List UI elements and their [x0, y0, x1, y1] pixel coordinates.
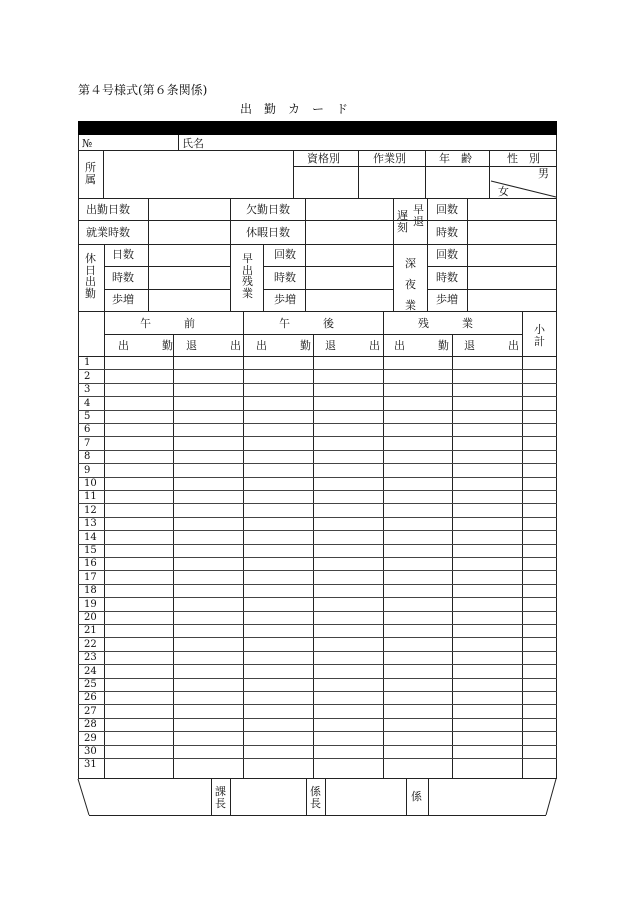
day-number-21: 21 — [84, 625, 97, 637]
affiliation-label: 所 属 — [85, 161, 96, 186]
morning-clock-in: 出 勤 — [118, 339, 173, 352]
day-number-30: 30 — [84, 746, 97, 757]
day-number-28: 28 — [84, 719, 97, 731]
no-label: № — [82, 137, 93, 150]
late-hours-label: 時数 — [436, 226, 458, 239]
gender-label: 性 別 — [507, 152, 540, 165]
clerk-label: 係 — [411, 790, 422, 803]
morning-header: 午 前 — [140, 317, 195, 330]
working-hours-label: 就業時数 — [86, 226, 130, 239]
day-number-3: 3 — [84, 384, 91, 396]
day-number-15: 15 — [84, 545, 97, 556]
name-label: 氏名 — [182, 137, 204, 150]
late-count-label: 回数 — [436, 203, 458, 216]
work-type-label: 作業別 — [373, 152, 406, 165]
day-number-4: 4 — [84, 397, 91, 409]
late-label: 遅 刻 — [397, 209, 408, 234]
day-number-9: 9 — [84, 464, 91, 476]
day-number-31: 31 — [84, 759, 97, 771]
night-count-label: 回数 — [436, 248, 458, 261]
female-label: 女 — [498, 185, 509, 198]
overtime-hours-label: 時数 — [274, 271, 296, 284]
attendance-days-label: 出勤日数 — [86, 203, 130, 216]
early-overtime-label: 早 出 残 業 — [242, 252, 253, 300]
age-label: 年 齢 — [439, 152, 472, 165]
day-number-16: 16 — [84, 558, 97, 570]
male-label: 男 — [538, 167, 549, 180]
day-number-6: 6 — [84, 424, 91, 436]
night-premium-label: 歩増 — [436, 293, 458, 306]
early-leave-label: 早 退 — [413, 203, 424, 228]
absence-days-label: 欠勤日数 — [246, 203, 290, 216]
day-number-1: 1 — [84, 357, 91, 369]
day-number-2: 2 — [84, 370, 91, 382]
day-number-25: 25 — [84, 679, 97, 690]
day-number-22: 22 — [84, 638, 97, 650]
form-number: 第４号様式(第６条関係) — [78, 83, 208, 97]
morning-clock-out: 退 出 — [186, 339, 241, 352]
holiday-days-label: 日数 — [112, 248, 134, 261]
afternoon-clock-in: 出 勤 — [256, 339, 311, 352]
overtime-count-label: 回数 — [274, 248, 296, 261]
day-number-26: 26 — [84, 692, 97, 704]
day-number-12: 12 — [84, 504, 97, 516]
day-number-24: 24 — [84, 665, 97, 677]
day-number-7: 7 — [84, 437, 91, 449]
day-number-11: 11 — [84, 491, 97, 503]
holiday-work-label: 休 日 出 勤 — [85, 252, 96, 300]
night-work-label: 深 夜 業 — [405, 257, 416, 312]
night-hours-label: 時数 — [436, 271, 458, 284]
day-number-5: 5 — [84, 411, 91, 422]
day-number-27: 27 — [84, 705, 97, 717]
holiday-premium-label: 歩増 — [112, 293, 134, 306]
afternoon-header: 午 後 — [279, 317, 334, 330]
qualification-label: 資格別 — [307, 152, 340, 165]
leave-days-label: 休暇日数 — [246, 226, 290, 239]
overtime-header: 残 業 — [418, 317, 473, 330]
day-number-19: 19 — [84, 598, 97, 610]
day-number-23: 23 — [84, 652, 97, 664]
holiday-hours-label: 時数 — [112, 271, 134, 284]
day-number-17: 17 — [84, 571, 97, 583]
day-number-14: 14 — [84, 531, 97, 543]
day-number-18: 18 — [84, 585, 97, 597]
day-number-10: 10 — [84, 478, 97, 489]
day-number-20: 20 — [84, 612, 97, 623]
overtime-clock-in: 出 勤 — [394, 339, 449, 352]
day-number-8: 8 — [84, 451, 91, 463]
afternoon-clock-out: 退 出 — [325, 339, 380, 352]
day-number-29: 29 — [84, 732, 97, 744]
day-number-13: 13 — [84, 518, 97, 530]
card-title: 出 勤 カ ー ド — [240, 102, 349, 116]
overtime-clock-out: 退 出 — [464, 339, 519, 352]
subsection-chief-label: 係 長 — [310, 785, 321, 810]
section-chief-label: 課 長 — [215, 785, 226, 810]
overtime-premium-label: 歩増 — [274, 293, 296, 306]
subtotal-header: 小 計 — [534, 323, 545, 348]
